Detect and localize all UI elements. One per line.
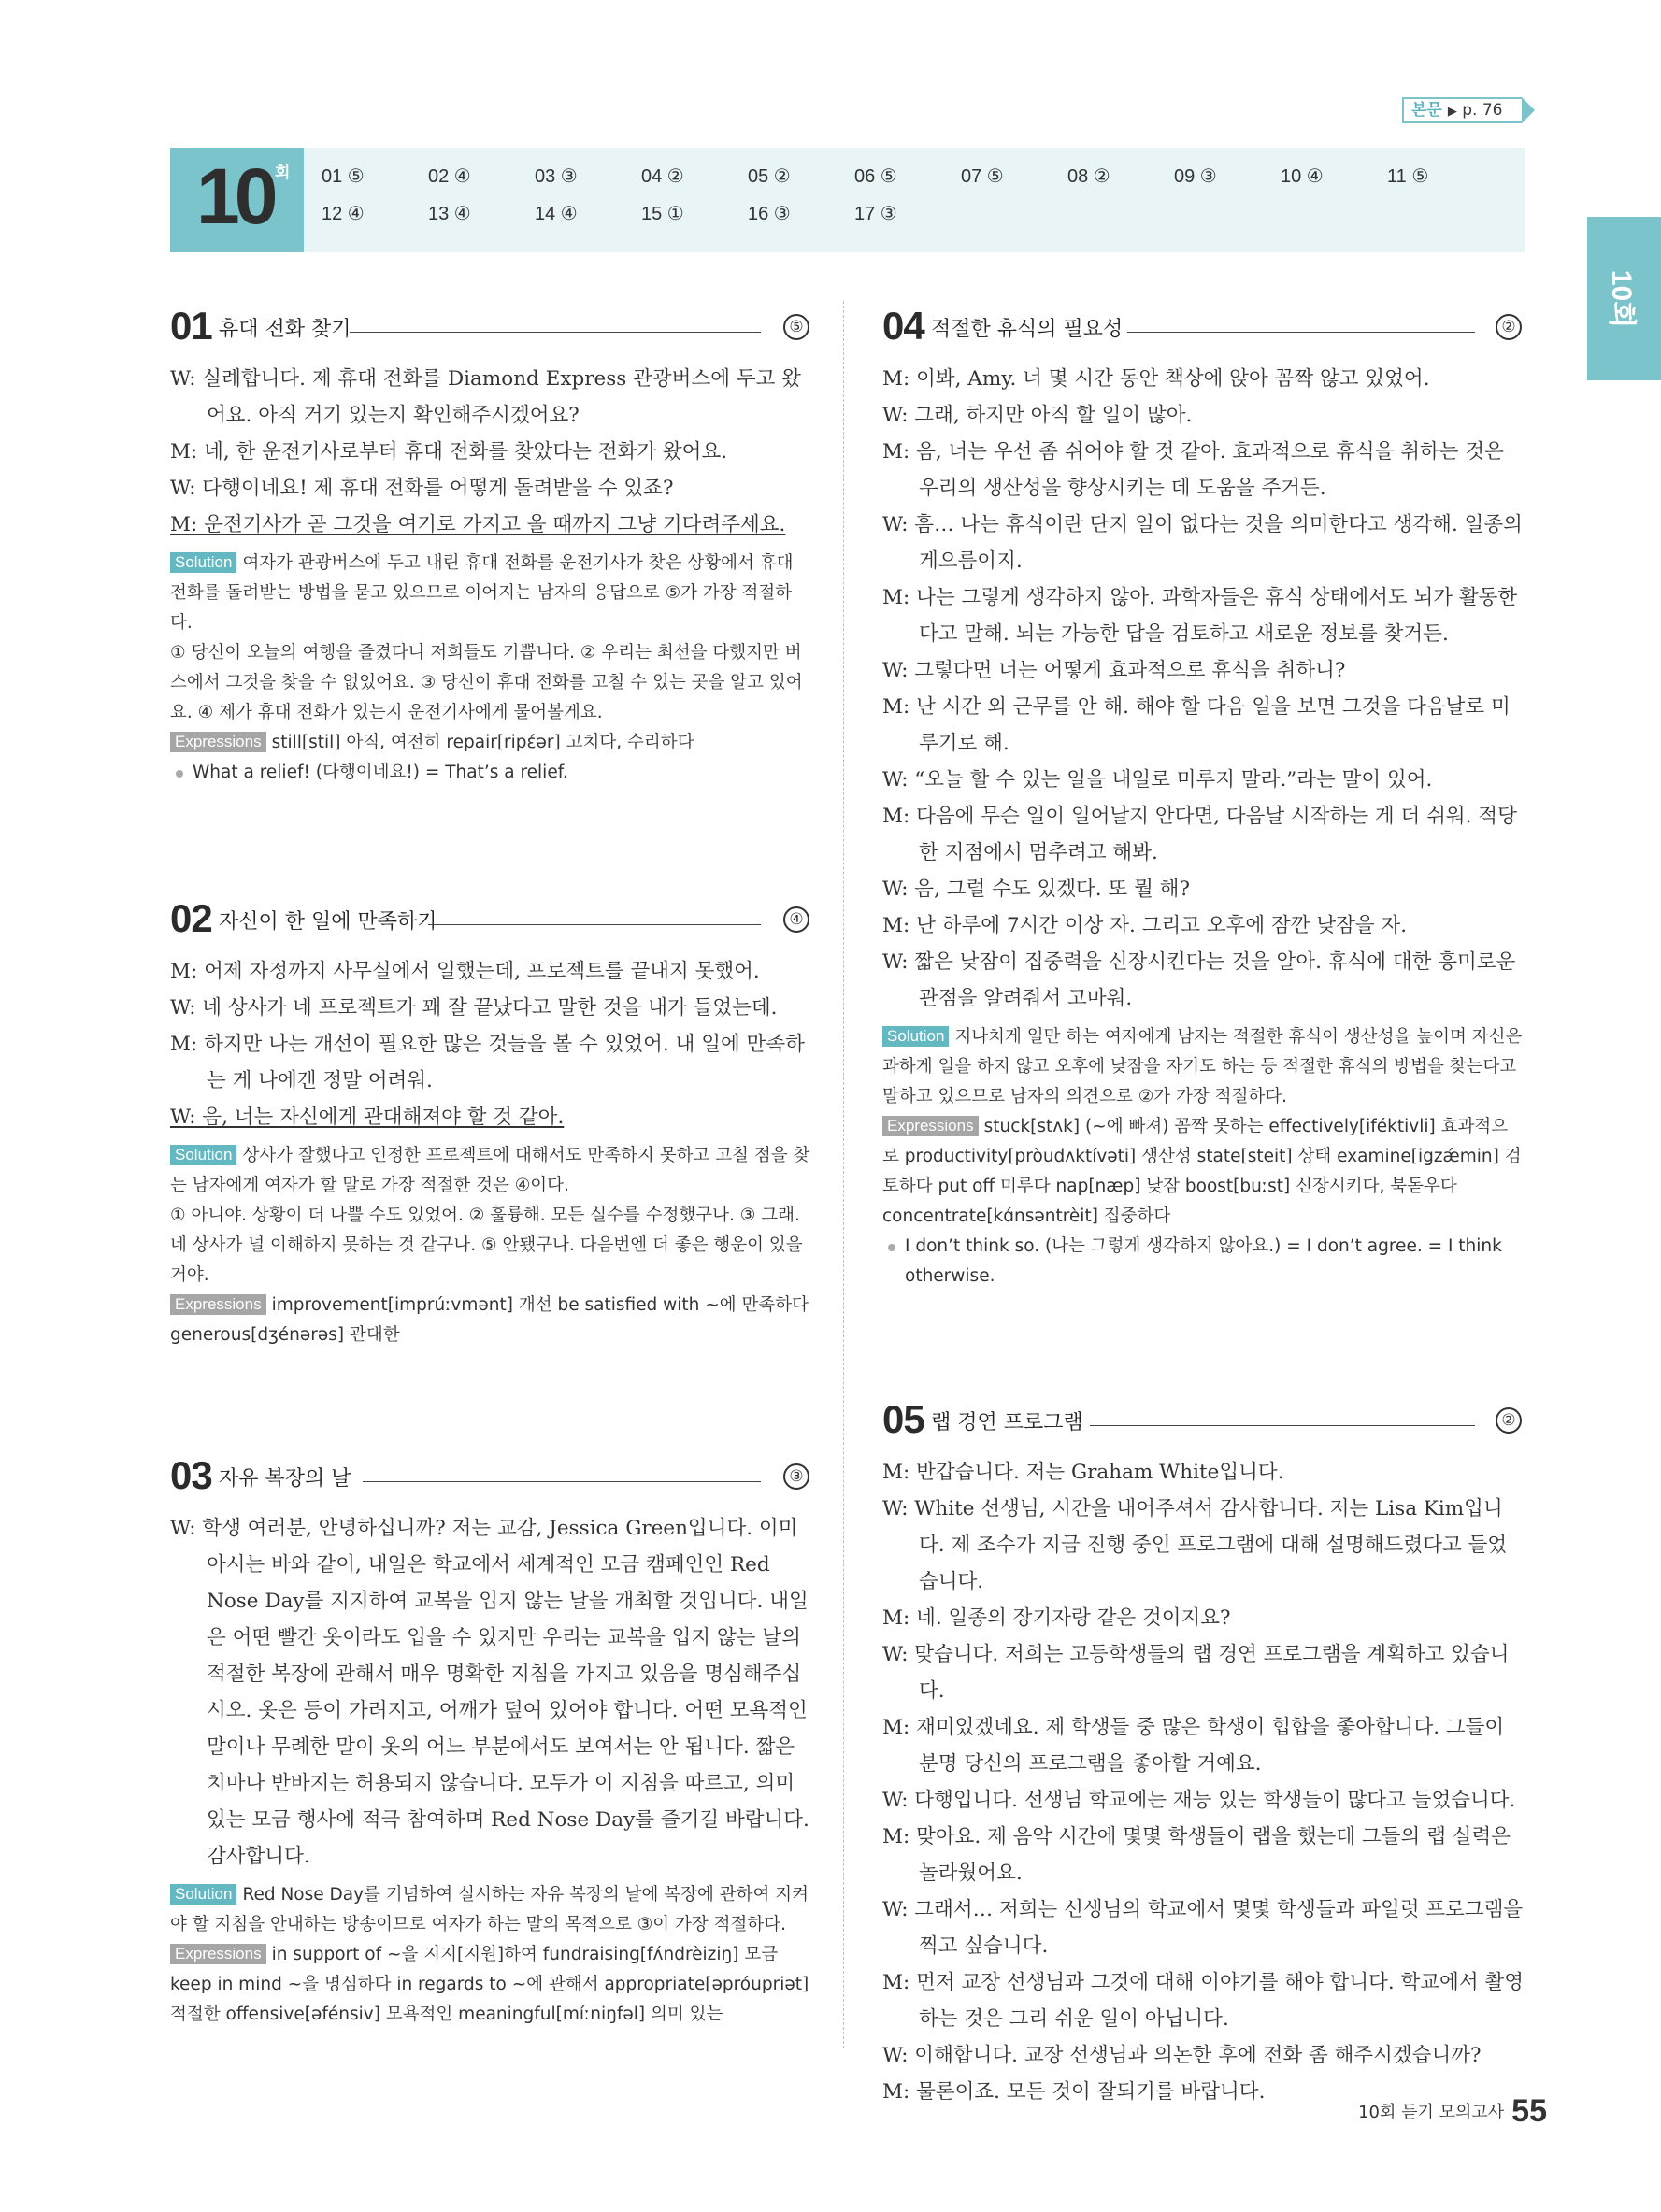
section-answer: ② (1496, 1407, 1522, 1434)
answer-item: 03 ③ (535, 166, 578, 187)
dialogue (170, 953, 811, 1135)
expressions-text: still[stil] 아직, 여전히 repair[ripέər] 고치다, 수리하다 (271, 733, 694, 752)
dialogue-line: W: White 선생님, 시간을 내어주셔서 감사합니다. 저는 Lisa Kim입니다. 제 조수가 지금 진행 중인 프로그램에 대해 설명해드렸다고 들었습니다. (882, 1497, 1508, 1593)
section-title: 랩 경연 프로그램 (931, 1411, 1083, 1434)
dialogue-line: M: 네. 일종의 장기자랑 같은 것이지요? (882, 1606, 1231, 1630)
answer-item: 08 ② (1067, 166, 1110, 187)
dialogue-line: M: 이봐, Amy. 너 몇 시간 동안 책상에 앉아 꼼짝 않고 있었어. (882, 367, 1430, 391)
footer-label: 10회 듣기 모의고사 (1358, 2103, 1505, 2122)
section-01 (170, 303, 811, 788)
dialogue (882, 361, 1524, 1017)
header-rule (1090, 1425, 1475, 1426)
solution-tag: Solution (170, 552, 236, 573)
side-tab-label: 10회 (1605, 269, 1637, 328)
solution-tag: Solution (882, 1026, 949, 1047)
section-number: 05 (882, 1397, 924, 1441)
expression-bullet: I don’t think so. (나는 그렇게 생각하지 않아요.) = I don’t agree. = I think otherwise. (882, 1232, 1524, 1292)
ref-arrow: ▶ (1447, 105, 1457, 119)
answer-grid (322, 164, 1509, 226)
dialogue-line: W: 다행이네요! 제 휴대 전화를 어떻게 돌려받을 수 있죠? (170, 477, 674, 500)
dialogue-line: M: 다음에 무슨 일이 일어날지 안다면, 다음날 시작하는 게 더 쉬워. 적당한 지점에서 멈추려고 해봐. (882, 805, 1517, 864)
answer-item: 15 ① (641, 204, 684, 224)
solution-tag: Solution (170, 1884, 236, 1905)
answer-item: 14 ④ (535, 204, 578, 224)
explanation (882, 1022, 1524, 1292)
expressions-tag: Expressions (882, 1116, 979, 1136)
section-answer: ③ (783, 1463, 809, 1490)
answer-item: 01 ⑤ (322, 166, 365, 187)
page-number: 55 (1511, 2093, 1547, 2129)
section-number: 03 (170, 1453, 212, 1497)
section-answer: ④ (783, 906, 809, 933)
solution-text: 상사가 잘했다고 인정한 프로젝트에 대해서도 만족하지 못하고 고칠 점을 찾는 남자에게 여자가 할 말로 가장 적절한 것은 ④이다. (170, 1146, 810, 1195)
answer-item: 07 ⑤ (961, 166, 1004, 187)
dialogue-line: W: 그래서… 저희는 선생님의 학교에서 몇몇 학생들과 파일럿 프로그램을 찍고 싶습니다. (882, 1898, 1524, 1958)
answer-item: 16 ③ (748, 204, 791, 224)
answer-item: 13 ④ (428, 204, 471, 224)
dialogue (170, 361, 811, 543)
section-number: 02 (170, 896, 212, 940)
column-divider (843, 301, 844, 2048)
header-rule (363, 1481, 761, 1482)
dialogue-line: M: 맞아요. 제 음악 시간에 몇몇 학생들이 랩을 했는데 그들의 랩 실력은 놀라웠어요. (882, 1825, 1511, 1885)
expressions-tag: Expressions (170, 1944, 266, 1964)
header-rule (1127, 332, 1475, 333)
section-header (882, 1396, 1524, 1443)
explanation (170, 1141, 811, 1350)
answer-item: 17 ③ (854, 204, 897, 224)
dialogue-line: M: 어제 자정까지 사무실에서 일했는데, 프로젝트를 끝내지 못했어. (170, 960, 760, 983)
test-number-suffix: 회 (275, 164, 291, 182)
section-title: 적절한 휴식의 필요성 (931, 318, 1124, 341)
dialogue-line: W: 네 상사가 네 프로젝트가 꽤 잘 끝났다고 말한 것을 내가 들었는데. (170, 996, 778, 1020)
dialogue-line: W: 학생 여러분, 안녕하십니까? 저는 교감, Jessica Green입니다. 이미 아시는 바와 같이, 내일은 학교에서 세계적인 모금 캠페인인 Red Nose Day를 지지하여 교복을 입지 않는 날을 개최할 것입니다. 내일은 어떤 빨간 옷이라도 입을 수 있지만 우리는 교복을 입지 않는 날의 적절한 복장에 관해서 매우 명확한 지침을 가지고 있음을 명심해주십시오. 옷은 등이 가려지고, 어깨가 덮여 있어야 합니다. 어떤 모욕적인 말이나 무례한 말이 옷의 어느 부분에서도 보여서는 안 됩니다. 짧은 치마나 반바지는 허용되지 않습니다. 모두가 이 지침을 따르고, 의미 있는 모금 행사에 적극 참여하며 Red Nose Day를 즐기길 바랍니다. 감사합니다. (170, 1517, 809, 1868)
header-rule (350, 332, 761, 333)
test-number-block (170, 148, 304, 252)
ref-main-label: 본문 (1411, 101, 1442, 120)
dialogue-line: W: 짧은 낮잠이 집중력을 신장시킨다는 것을 알아. 휴식에 대한 흥미로운 관점을 알려줘서 고마워. (882, 950, 1516, 1010)
solution-text: Red Nose Day를 기념하여 실시하는 자유 복장의 날에 복장에 관하여 지켜야 할 지침을 안내하는 방송이므로 여자가 하는 말의 목적으로 ③이 가장 적절하다. (170, 1885, 809, 1934)
dialogue-line: W: 맞습니다. 저희는 고등학생들의 랩 경연 프로그램을 계획하고 있습니다. (882, 1643, 1510, 1703)
solution-text: 지나치게 일만 하는 여자에게 남자는 적절한 휴식이 생산성을 높이며 자신은 과하게 일을 하지 않고 오후에 낮잠을 자기도 하는 등 적절한 휴식의 방법을 찾는다고 말하고 있으므로 남자의 의견으로 ②가 가장 적절하다. (882, 1027, 1523, 1106)
answer-item: 02 ④ (428, 166, 471, 187)
section-header (170, 303, 811, 350)
dialogue-line: W: 이해합니다. 교장 선생님과 의논한 후에 전화 좀 해주시겠습니까? (882, 2044, 1482, 2067)
dialogue-line: M: 물론이죠. 모든 것이 잘되기를 바랍니다. (882, 2080, 1266, 2104)
dialogue-line: M: 음, 너는 우선 좀 쉬어야 할 것 같아. 효과적으로 휴식을 취하는 것은 우리의 생산성을 향상시키는 데 도움을 주거든. (882, 440, 1504, 500)
dialogue-line: W: 실례합니다. 제 휴대 전화를 Diamond Express 관광버스에 두고 왔어요. 아직 거기 있는지 확인해주시겠어요? (170, 367, 801, 427)
expressions-text: in support of ~을 지지[지원]하여 fundraising[fʌ́ndrèiziŋ] 모금 keep in mind ~을 명심하다 in regards to ~에 관해서 appropriate[əpróupriət] 적절한 offensive[əfénsiv] 모욕적인 meaningful[míːniŋfəl] 의미 있는 (170, 1945, 809, 2024)
dialogue-line: M: 반갑습니다. 저는 Graham White입니다. (882, 1461, 1284, 1484)
expressions-tag: Expressions (170, 732, 266, 752)
section-answer: ⑤ (783, 314, 809, 340)
expression-bullet: What a relief! (다행이네요!) = That’s a relief. (170, 758, 811, 788)
section-02 (170, 895, 811, 1350)
dialogue-line: M: 나는 그렇게 생각하지 않아. 과학자들은 휴식 상태에서도 뇌가 활동한다고 말해. 뇌는 가능한 답을 검토하고 새로운 정보를 찾거든. (882, 586, 1518, 646)
ref-page: p. 76 (1462, 101, 1503, 120)
dialogue (170, 1510, 811, 1875)
section-answer: ② (1496, 314, 1522, 340)
dialogue-line: M: 난 시간 외 근무를 안 해. 해야 할 다음 일을 보면 그것을 다음날로 미루기로 해. (882, 695, 1511, 755)
expressions-text: improvement[imprúːvmənt] 개선 be satisfied with ~에 만족하다 generous[dʒénərəs] 관대한 (170, 1295, 809, 1345)
dialogue-line: M: 난 하루에 7시간 이상 자. 그리고 오후에 잠깐 낮잠을 자. (882, 914, 1408, 937)
dialogue-line: M: 하지만 나는 개선이 필요한 많은 것들을 볼 수 있었어. 내 일에 만족하는 게 나에겐 정말 어려워. (170, 1033, 805, 1092)
page-reference (1402, 97, 1522, 123)
answer-item: 11 ⑤ (1387, 166, 1429, 187)
solution-tag: Solution (170, 1145, 236, 1165)
section-header (170, 895, 811, 942)
section-number: 04 (882, 304, 924, 348)
answer-item: 05 ② (748, 166, 791, 187)
section-04 (882, 303, 1524, 1292)
dialogue-line: W: “오늘 할 수 있는 일을 내일로 미루지 말라.”라는 말이 있어. (882, 768, 1433, 792)
dialogue-line: W: 흠… 나는 휴식이란 단지 일이 없다는 것을 의미한다고 생각해. 일종의 게으름이지. (882, 513, 1523, 573)
dialogue-line: W: 그렇다면 너는 어떻게 효과적으로 휴식을 취하니? (882, 659, 1346, 682)
section-header (170, 1452, 811, 1499)
side-tab (1587, 217, 1661, 380)
section-number: 01 (170, 304, 212, 348)
explanation (170, 1880, 811, 2030)
answer-item: 10 ④ (1281, 166, 1324, 187)
expressions-tag: Expressions (170, 1294, 266, 1315)
dialogue (882, 1454, 1524, 2110)
dialogue-line: W: 다행입니다. 선생님 학교에는 재능 있는 학생들이 많다고 들었습니다. (882, 1789, 1516, 1812)
solution-text: 여자가 관광버스에 두고 내린 휴대 전화를 운전기사가 찾은 상황에서 휴대 전화를 돌려받는 방법을 묻고 있으므로 이어지는 남자의 응답으로 ⑤가 가장 적절하다. (170, 553, 794, 633)
dialogue-line: M: 네, 한 운전기사로부터 휴대 전화를 찾았다는 전화가 왔어요. (170, 440, 728, 464)
answer-item: 09 ③ (1174, 166, 1217, 187)
section-title: 자유 복장의 날 (219, 1467, 351, 1491)
options-text: ① 당신이 오늘의 여행을 즐겼다니 저희들도 기쁩니다. ② 우리는 최선을 다했지만 버스에서 그것을 찾을 수 없었어요. ③ 당신이 휴대 전화를 고칠 수 있는 곳을 알고 있어요. ④ 제가 휴대 전화가 있는지 운전기사에게 물어볼게요. (170, 643, 803, 722)
dialogue-line: W: 음, 너는 자신에게 관대해져야 할 것 같아. (170, 1106, 565, 1129)
answer-item: 04 ② (641, 166, 684, 187)
answer-key-box (170, 148, 1525, 252)
dialogue-line: M: 재미있겠네요. 제 학생들 중 많은 학생이 힙합을 좋아합니다. 그들이 분명 당신의 프로그램을 좋아할 거예요. (882, 1716, 1505, 1776)
section-title: 자신이 한 일에 만족하기 (219, 910, 437, 934)
dialogue-line: W: 음, 그럴 수도 있겠다. 또 뭘 해? (882, 878, 1190, 901)
dialogue-line: M: 먼저 교장 선생님과 그것에 대해 이야기를 해야 합니다. 학교에서 촬영하는 것은 그리 쉬운 일이 아닙니다. (882, 1971, 1524, 2031)
answer-item: 12 ④ (322, 204, 365, 224)
page-footer (1358, 2093, 1547, 2130)
section-header (882, 303, 1524, 350)
test-number: 10 (196, 152, 273, 240)
dialogue-line: W: 그래, 하지만 아직 할 일이 많아. (882, 404, 1193, 427)
options-text: ① 아니야. 상황이 더 나쁠 수도 있었어. ② 훌륭해. 모든 실수를 수정했구나. ③ 그래. 네 상사가 널 이해하지 못하는 것 같구나. ⑤ 안됐구나. 다음번엔 더 좋은 행운이 있을 거야. (170, 1206, 803, 1285)
dialogue-line: M: 운전기사가 곧 그것을 여기로 가지고 올 때까지 그냥 기다려주세요. (170, 513, 786, 536)
explanation (170, 549, 811, 788)
answer-item: 06 ⑤ (854, 166, 897, 187)
section-03 (170, 1452, 811, 2030)
section-05 (882, 1396, 1524, 2110)
header-rule (428, 924, 761, 925)
expressions-text: stuck[stʌk] (~에 빠져) 꼼짝 못하는 effectively[iféktivli] 효과적으로 productivity[pròudʌktívəti] 생산성 state[steit] 상태 examine[igzǽmin] 검토하다 put off 미루다 nap[næp] 낮잠 boost[buːst] 신장시키다, 북돋우다 concentrate[kɑ́nsəntrèit] 집중하다 (882, 1117, 1522, 1226)
section-title: 휴대 전화 찾기 (219, 318, 351, 341)
